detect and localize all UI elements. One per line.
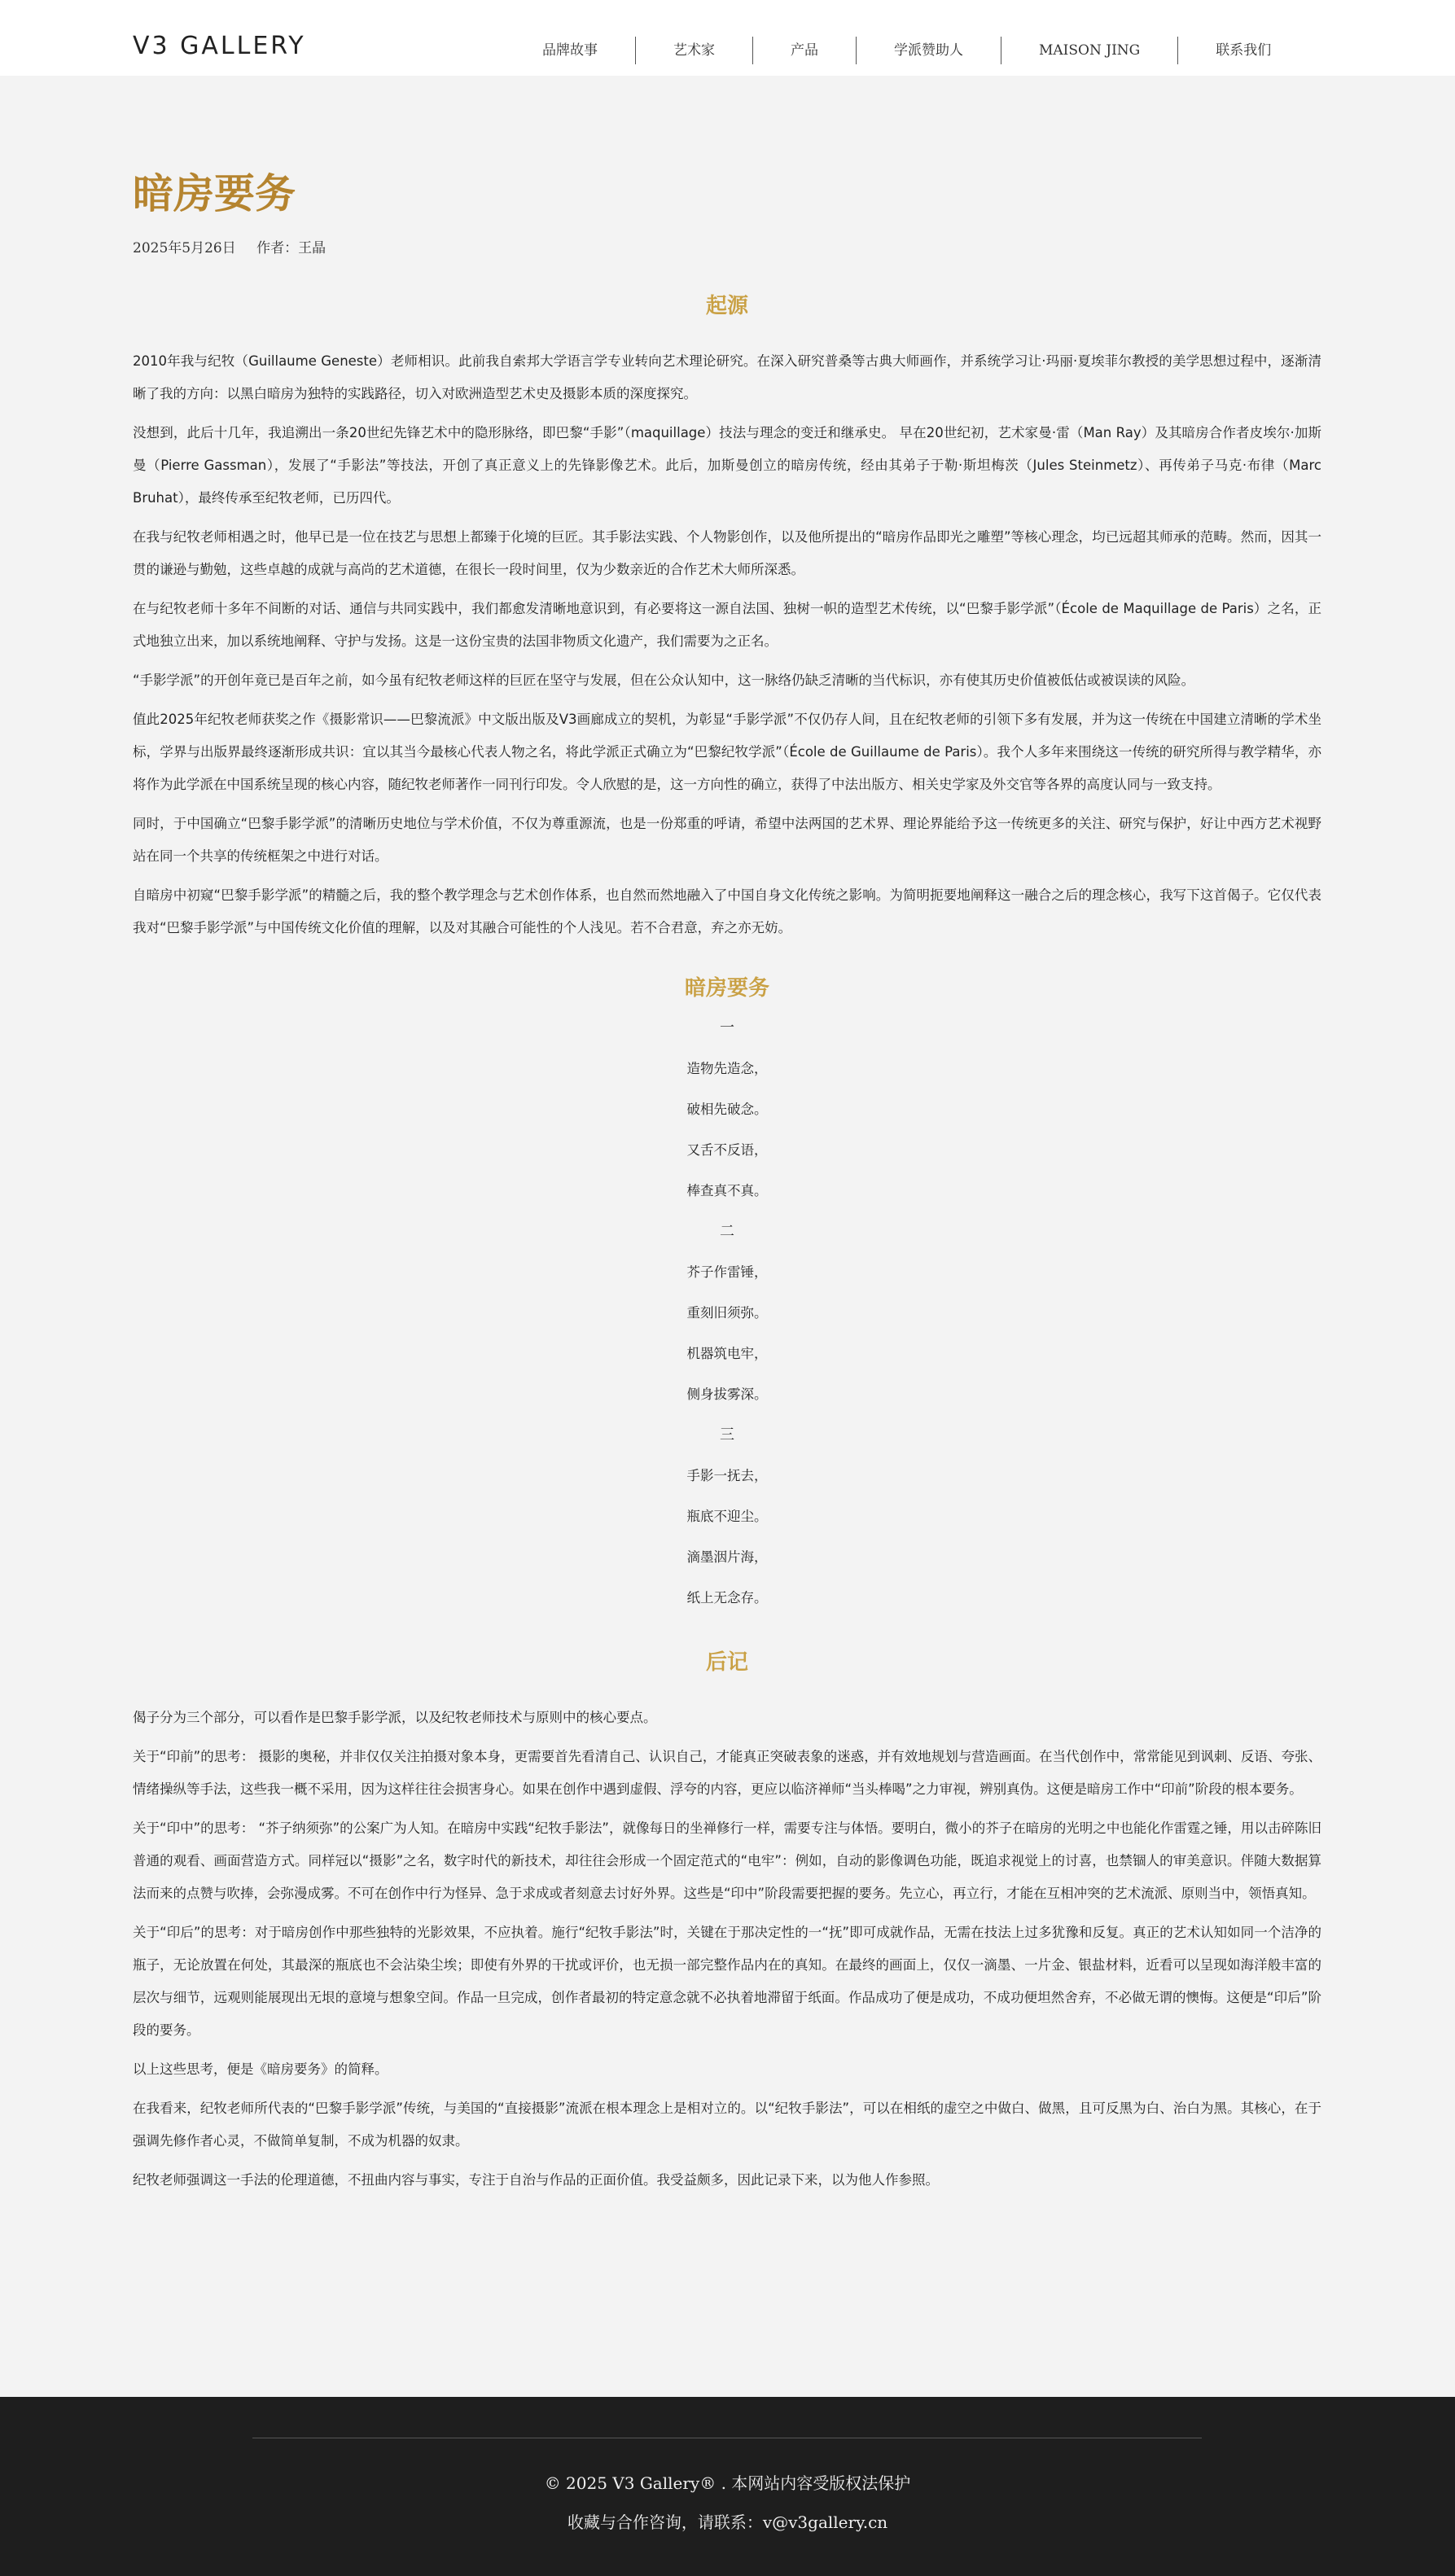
article-author: 作者：王晶: [256, 240, 326, 256]
paragraph: 以上这些思考，便是《暗房要务》的简释。: [133, 2061, 388, 2077]
poem-line: 手影一抚去，: [686, 1468, 768, 1483]
stanza-number: 一: [720, 1019, 734, 1036]
paragraph: 在我与纪牧老师相遇之时，他早已是一位在技艺与思想上都臻于化境的巨匠。其手影法实践、个人物影创作，以及他所提出的“暗房作品即光之雕塑”等核心理念，均已远超其师承的范畴。然而，因其一贯的谦逊与勤勉，这些卓越的成就与高尚的艺术道德，在很长一段时间里，仅为少数亲近的合作艺术大师所深悉。: [133, 529, 1321, 577]
nav-products[interactable]: 产品: [791, 42, 818, 59]
paragraph: 2010年我与纪牧（Guillaume Geneste）老师相识。此前我自索邦大学语言学专业转向艺术理论研究。在深入研究普桑等古典大师画作，并系统学习让·玛丽·夏埃菲尔教授的美学思想过程中，逐渐清晰了我的方向：以黑白暗房为独特的实践路径，切入对欧洲造型艺术史及摄影本质的深度探究。: [133, 353, 1321, 401]
paragraph: 没想到，此后十几年，我追溯出一条20世纪先锋艺术中的隐形脉络，即巴黎“手影”（maquillage）技法与理念的变迁和继承史。 早在20世纪初，艺术家曼·雷（Man Ray）及其暗房合作者皮埃尔·加斯曼（Pierre Gassman），发展了“手影法”等技法，开创了真正意义上的先锋影像艺术。此后，加斯曼创立的暗房传统，经由其弟子于勒·斯坦梅茨（Jules Steinmetz）、再传弟子马克·布律（Marc Bruhat），最终传承至纪牧老师，已历四代。: [133, 425, 1321, 506]
poem: [133, 1008, 1321, 1619]
paragraph: 在与纪牧老师十多年不间断的对话、通信与共同实践中，我们都愈发清晰地意识到，有必要将这一源自法国、独树一帜的造型艺术传统，以“巴黎手影学派”（École de Maquillage de Paris）之名，正式地独立出来，加以系统地阐释、守护与发扬。这是一这份宝贵的法国非物质文化遗产，我们需要为之正名。: [133, 601, 1321, 649]
poem-line: 芥子作雷锤，: [686, 1264, 768, 1280]
footer-copyright: © 2025 V3 Gallery® . 本网站内容受版权法保护: [544, 2473, 911, 2493]
poem-line: 破相先破念。: [686, 1102, 768, 1117]
poem-line: 瓶底不迎尘。: [686, 1509, 768, 1524]
article-date: 2025年5月26日: [133, 240, 236, 256]
logo[interactable]: V3 GALLERY: [133, 32, 306, 60]
footer-contact: 收藏与合作咨询，请联系：v@v3gallery.cn: [567, 2512, 888, 2532]
section-heading-origin: 起源: [705, 294, 748, 318]
poem-line: 机器筑电牢，: [686, 1346, 768, 1361]
paragraph: 自暗房中初窥“巴黎手影学派”的精髓之后，我的整个教学理念与艺术创作体系，也自然而然地融入了中国自身文化传统之影响。为简明扼要地阐释这一融合之后的理念核心，我写下这首偈子。它仅代表我对“巴黎手影学派”与中国传统文化价值的理解，以及对其融合可能性的个人浅见。若不合君意，弃之亦无妨。: [133, 887, 1321, 935]
poem-line: 侧身拔雾深。: [686, 1387, 768, 1402]
section-heading-poem: 暗房要务: [684, 976, 769, 1001]
paragraph: 纪牧老师强调这一手法的伦理道德，不扭曲内容与事实，专注于自治与作品的正面价值。我受益颇多，因此记录下来，以为他人作参照。: [133, 2172, 939, 2188]
main-nav: [505, 34, 1308, 67]
poem-line: 重刻旧须弥。: [686, 1305, 768, 1321]
poem-line: 又舌不反语，: [686, 1142, 768, 1158]
nav-maison-jing[interactable]: MAISON JING: [1039, 42, 1141, 59]
nav-patrons[interactable]: 学派赞助人: [894, 42, 963, 59]
stanza-number: 三: [720, 1426, 734, 1444]
site-header: [0, 0, 1455, 76]
poem-line: 棒查真不真。: [686, 1183, 768, 1198]
nav-contact[interactable]: 联系我们: [1216, 42, 1272, 59]
article-title: 暗房要务: [133, 169, 296, 217]
nav-brand-story[interactable]: 品牌故事: [542, 42, 598, 59]
paragraph: 在我看来，纪牧老师所代表的“巴黎手影学派”传统，与美国的“直接摄影”流派在根本理念上是相对立的。以“纪牧手影法”，可以在相纸的虚空之中做白、做黑，且可反黑为白、治白为黑。其核心，在于强调先修作者心灵，不做简单复制，不成为机器的奴隶。: [133, 2101, 1321, 2149]
article-body: [133, 287, 1321, 2203]
paragraph: 关于“印后”的思考：对于暗房创作中那些独特的光影效果，不应执着。施行“纪牧手影法”时，关键在于那决定性的一“抚”即可成就作品，无需在技法上过多犹豫和反复。真正的艺术认知如同一个洁净的瓶子，无论放置在何处，其最深的瓶底也不会沾染尘埃；即使有外界的干扰或评价，也无损一部完整作品内在的真知。在最终的画面上，仅仅一滴墨、一片金、银盐材料，近看可以呈现如海洋般丰富的层次与细节，远观则能展现出无垠的意境与想象空间。作品一旦完成，创作者最初的特定意念就不必执着地滞留于纸面。作品成功了便是成功，不成功便坦然舍弃，不必做无谓的懊悔。这便是“印后”阶段的要务。: [133, 1925, 1321, 2038]
poem-line: 纸上无念存。: [686, 1590, 768, 1606]
paragraph: 关于“印前”的思考： 摄影的奥秘，并非仅仅关注拍摄对象本身，更需要首先看清自己、认识自己，才能真正突破表象的迷惑，并有效地规划与营造画面。在当代创作中，常常能见到讽刺、反语、夸张、情绪操纵等手法，这些我一概不采用，因为这样往往会损害身心。如果在创作中遇到虚假、浮夸的内容，更应以临济禅师“当头棒喝”之力审视，辨别真伪。这便是暗房工作中“印前”阶段的根本要务。: [133, 1749, 1321, 1797]
stanza-number: 二: [720, 1223, 734, 1240]
poem-line: 滴墨洇片海，: [686, 1549, 768, 1565]
paragraph: 偈子分为三个部分，可以看作是巴黎手影学派，以及纪牧老师技术与原则中的核心要点。: [133, 1710, 657, 1725]
section-heading-afterword: 后记: [705, 1650, 748, 1675]
site-footer: [0, 2397, 1455, 2576]
poem-line: 造物先造念，: [686, 1061, 768, 1076]
article-meta: [133, 236, 342, 256]
paragraph: “手影学派”的开创年竟已是百年之前，如今虽有纪牧老师这样的巨匠在坚守与发展，但在公众认知中，这一脉络仍缺乏清晰的当代标识，亦有使其历史价值被低估或被误读的风险。: [133, 672, 1195, 688]
nav-artists[interactable]: 艺术家: [673, 42, 715, 59]
paragraph: 关于“印中”的思考： “芥子纳须弥”的公案广为人知。在暗房中实践“纪牧手影法”，就像每日的坐禅修行一样，需要专注与体悟。要明白，微小的芥子在暗房的光明之中也能化作雷霆之锤，用以击碎陈旧普通的观看、画面营造方式。同样冠以“摄影”之名，数字时代的新技术，却往往会形成一个固定范式的“电牢”：例如，自动的影像调色功能，既追求视觉上的讨喜，也禁锢人的审美意识。伴随大数据算法而来的点赞与吹捧，会弥漫成雾。不可在创作中行为怪异、急于求成或者刻意去讨好外界。这些是“印中”阶段需要把握的要务。先立心，再立行，才能在互相冲突的艺术流派、原则当中，领悟真知。: [133, 1820, 1321, 1901]
paragraph: 同时，于中国确立“巴黎手影学派”的清晰历史地位与学术价值，不仅为尊重源流，也是一份郑重的呼请，希望中法两国的艺术界、理论界能给予这一传统更多的关注、研究与保护，好让中西方艺术视野站在同一个共享的传统框架之中进行对话。: [133, 816, 1321, 864]
paragraph: 值此2025年纪牧老师获奖之作《摄影常识——巴黎流派》中文版出版及V3画廊成立的契机，为彰显“手影学派”不仅仍存人间，且在纪牧老师的引领下多有发展，并为这一传统在中国建立清晰的学术坐标，学界与出版界最终逐渐形成共识：宜以其当今最核心代表人物之名，将此学派正式确立为“巴黎纪牧学派”（École de Guillaume de Paris）。我个人多年来围绕这一传统的研究所得与教学精华，亦将作为此学派在中国系统呈现的核心内容，随纪牧老师著作一同刊行印发。令人欣慰的是，这一方向性的确立，获得了中法出版方、相关史学家及外交官等各界的高度认同与一致支持。: [133, 712, 1321, 792]
